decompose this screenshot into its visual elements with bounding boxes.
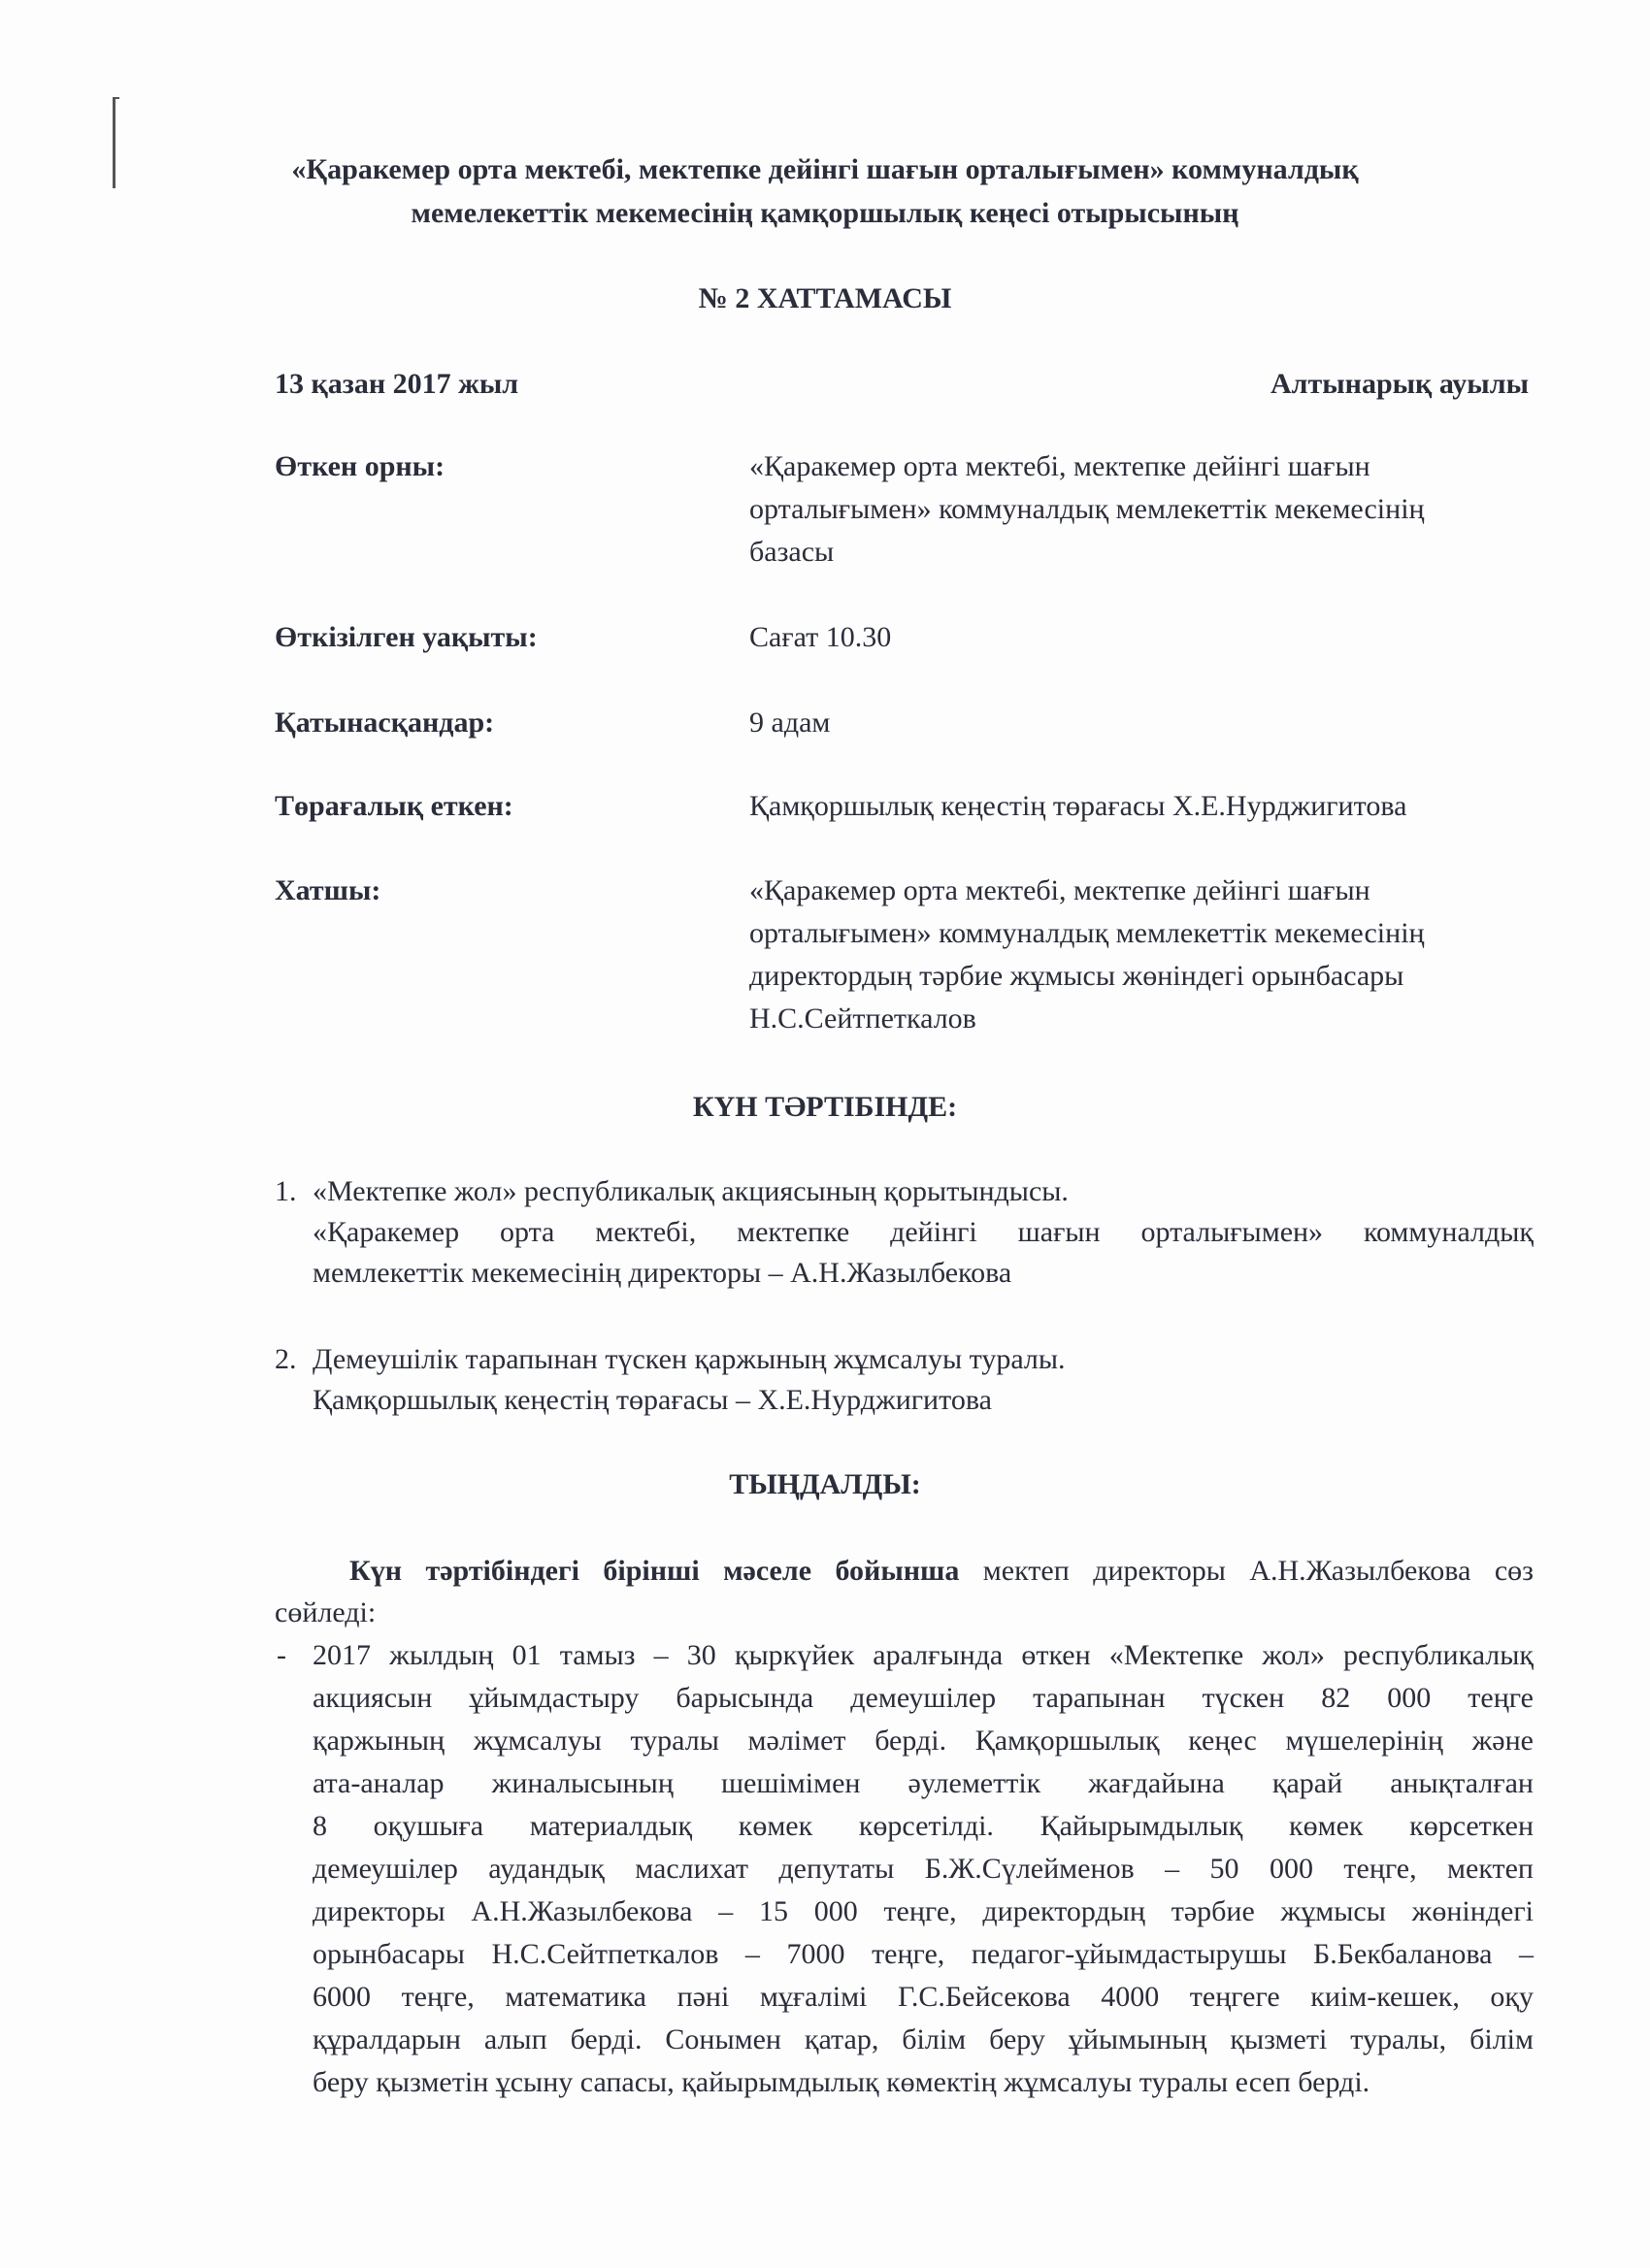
intro-rest: мектеп директоры А.Н.Жазылбекова сөз [959,1555,1534,1587]
detail-label: Қатынасқандар: [275,707,495,739]
paragraph-line: құралдарын алып берді. Сонымен қатар, білім беру ұйымының қызметі туралы, білім [313,2023,1534,2055]
detail-value-line: орталығымен» коммуналдық мемлекеттік мекемесінің [749,493,1425,525]
title-line-2: мемелекеттік мекемесінің қамқоршылық кеңесі отырысының [411,197,1239,229]
paragraph-line: қаржының жұмсалуы туралы мәлімет берді. Қамқоршылық кеңес мүшелерінің және [313,1725,1534,1757]
detail-value-line: Н.С.Сейтпеткалов [749,1003,976,1035]
detail-value-line: 9 адам [749,707,831,739]
intro-line [349,1555,1534,1588]
paragraph-line: ата-аналар жиналысының шешімімен әулеметтік жағдайына қарай анықталған [313,1767,1534,1799]
agenda-item-line: «Мектепке жол» республикалық акциясының қорытындысы. [313,1175,1069,1207]
detail-label: Төрағалық еткен: [275,790,513,822]
paragraph-line: беру қызметін ұсыну сапасы, қайырымдылық көмектің жұмсалуы туралы есеп берді. [313,2066,1370,2098]
agenda-heading: КҮН ТӘРТІБІНДЕ: [692,1091,958,1123]
detail-value-line: базасы [749,536,835,568]
intro-line-2: сөйледі: [275,1596,377,1628]
intro-bold: Күн тәртібіндегі бірінші мәселе бойынша [349,1555,960,1587]
paragraph-line: 6000 теңге, математика пәні мұғалімі Г.С.Бейсекова 4000 теңгеге киім-кешек, оқу [313,1981,1534,2013]
agenda-item-line: Демеушілік тарапынан түскен қаржының жұмсалуы туралы. [313,1343,1066,1375]
listened-heading: ТЫҢДАЛДЫ: [729,1468,921,1500]
meeting-place: Алтынарық ауылы [1270,368,1529,400]
detail-value-line: Сағат 10.30 [749,621,892,653]
paragraph-line: 2017 жылдың 01 тамыз – 30 қыркүйек аралғында өткен «Мектепке жол» республикалық [313,1639,1534,1671]
paragraph-line: директоры А.Н.Жазылбекова – 15 000 теңге, директордың тәрбие жұмысы жөніндегі [313,1895,1534,1927]
detail-label: Хатшы: [275,874,381,906]
agenda-item-line: мемлекеттік мекемесінің директоры – А.Н.Жазылбекова [313,1257,1012,1289]
paragraph-line: демеушілер аудандық маслихат депутаты Б.Ж.Сүлейменов – 50 000 теңге, мектеп [313,1853,1534,1885]
detail-value-line: «Қаракемер орта мектебі, мектепке дейінгі шағын [749,450,1370,482]
meeting-date: 13 қазан 2017 жыл [275,368,519,400]
agenda-item-line: «Қаракемер орта мектебі, мектепке дейінгі шағын орталығымен» коммуналдық [313,1216,1534,1248]
detail-label: Өткізілген уақыты: [275,621,538,653]
detail-value-line: Қамқоршылық кеңестің төрағасы Х.Е.Нурджигитова [749,790,1407,822]
paragraph-line: акциясын ұйымдастыру барысында демеушілер тарапынан түскен 82 000 теңге [313,1682,1534,1714]
paragraph-line: орынбасары Н.С.Сейтпеткалов – 7000 теңге, педагог-ұйымдастырушы Б.Бекбаланова – [313,1938,1534,1970]
detail-label: Өткен орны: [275,450,446,482]
agenda-item-number: 2. [275,1343,297,1375]
detail-value-line: директордың тәрбие жұмысы жөніндегі орынбасары [749,960,1404,992]
protocol-number: № 2 ХАТТАМАСЫ [698,282,952,314]
agenda-item-number: 1. [275,1175,297,1207]
detail-value-line: орталығымен» коммуналдық мемлекеттік мекемесінің [749,917,1425,949]
bullet-dash: - [277,1639,286,1671]
paragraph-line: 8 оқушыға материалдық көмек көрсетілді. Қайырымдылық көмек көрсеткен [313,1810,1534,1842]
agenda-item-line: Қамқоршылық кеңестің төрағасы – Х.Е.Нурджигитова [313,1384,992,1416]
title-line-1: «Қаракемер орта мектебі, мектепке дейінгі шағын орталығымен» коммуналдық [291,153,1359,185]
detail-value-line: «Қаракемер орта мектебі, мектепке дейінгі шағын [749,874,1370,906]
